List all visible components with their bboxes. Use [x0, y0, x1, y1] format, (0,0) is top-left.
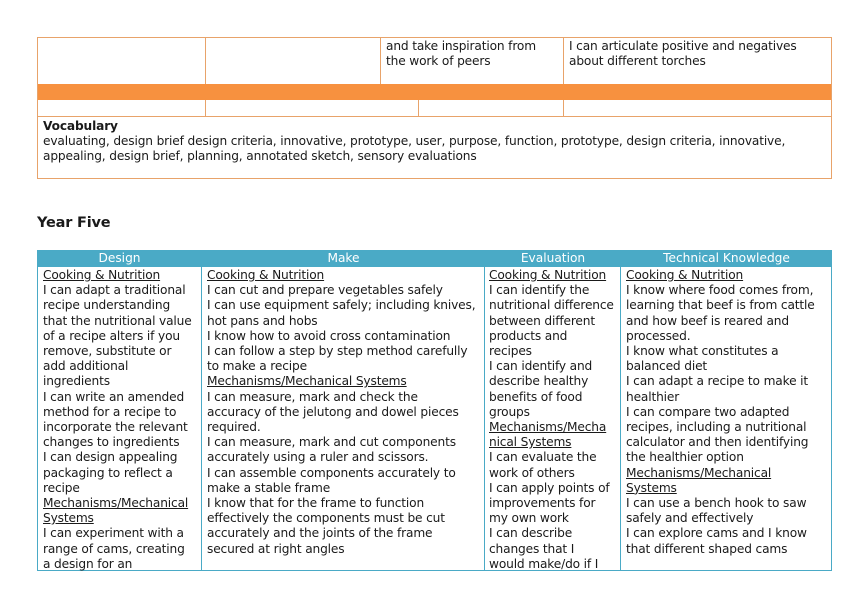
table-cell-technical-knowledge [569, 39, 829, 69]
objective-line: hot pans and hobs [207, 313, 318, 328]
objective-line: I can design appealing [43, 450, 178, 465]
objective-line: to make a recipe [207, 359, 307, 374]
objective-line: I know that for the frame to function [207, 496, 425, 511]
objective-line: accuracy of the jelutong and dowel pieces [207, 404, 459, 419]
objective-line: I can write an amended [43, 389, 185, 404]
objective-line: I can measure, mark and check the [207, 389, 418, 404]
objective-line: accurately using a ruler and scissors. [207, 450, 429, 465]
objective-line: recipes [489, 344, 532, 359]
header-design: Design [98, 251, 141, 265]
subheading: Cooking & Nutrition [207, 268, 325, 282]
objective-line: I know where food comes from, [626, 283, 814, 298]
subheading: Mechanisms/Mecha [489, 420, 607, 435]
objective-line: recipe understanding [43, 298, 171, 313]
objective-line: healthier [626, 389, 680, 404]
objective-line: method for a recipe to [43, 404, 177, 419]
objective-line: I can identify the [489, 283, 590, 298]
objective-line: recipes, including a nutritional [626, 420, 807, 435]
orange-divider-band [38, 84, 831, 100]
objective-line: I can identify and [489, 359, 593, 374]
objective-line: remove, substitute or [43, 344, 172, 359]
header-evaluation: Evaluation [520, 251, 586, 265]
vocabulary-line: appealing, design brief, planning, annotated sketch, sensory evaluations [43, 149, 477, 164]
objective-line: calculator and then identifying [626, 435, 809, 450]
objective-line: my own work [489, 511, 569, 526]
cell-line: and take inspiration from [386, 39, 536, 53]
subheading: Mechanisms/Mechanical [43, 496, 189, 511]
subheading: Cooking & Nutrition [489, 268, 607, 282]
objective-line: I can evaluate the [489, 450, 597, 465]
objective-line: I can experiment with a [43, 526, 184, 541]
cell-divider [205, 100, 206, 117]
objective-line: that the nutritional value [43, 313, 192, 328]
objective-line: I can explore cams and I know [626, 526, 807, 541]
objective-line: I can cut and prepare vegetables safely [207, 283, 443, 298]
objective-line: benefits of food [489, 389, 583, 404]
objective-line: balanced diet [626, 359, 708, 374]
objective-line: changes that I [489, 541, 575, 556]
subheading: Systems [43, 511, 94, 526]
vocabulary-title: Vocabulary [43, 119, 118, 133]
objective-line: incorporate the relevant [43, 420, 188, 435]
objective-line: I can use equipment safely; including knives, [207, 298, 476, 313]
vocabulary-line: evaluating, design brief design criteria, innovative, prototype, user, purpose, function, prototype, design criteria, innovative, [43, 134, 786, 149]
technical-knowledge-column [626, 268, 830, 557]
objective-line: work of others [489, 465, 575, 480]
subheading: Mechanisms/Mechanical [626, 465, 772, 480]
objective-line: I can assemble components accurately to [207, 465, 456, 480]
objective-line: that different shaped cams [626, 541, 788, 556]
objective-line: make a stable frame [207, 480, 331, 495]
table-cell-empty-1 [37, 37, 206, 84]
objective-line: of a recipe alters if you [43, 328, 180, 343]
objective-line: ingredients [43, 374, 110, 389]
objective-line: learning that beef is from cattle [626, 298, 815, 313]
objective-line: recipe [43, 480, 80, 495]
header-technical-knowledge: Technical Knowledge [663, 251, 790, 265]
objective-line: a design for an [43, 556, 133, 571]
cell-divider [563, 100, 564, 117]
subheading: nical Systems [489, 435, 572, 450]
objective-line: I can compare two adapted [626, 404, 790, 419]
cell-line: I can articulate positive and negatives [569, 39, 797, 53]
cell-border [380, 37, 564, 84]
objective-line: safely and effectively [626, 511, 754, 526]
objective-line: I can use a bench hook to saw [626, 496, 807, 511]
objective-line: required. [207, 420, 261, 435]
objective-line: I can adapt a traditional [43, 283, 186, 298]
vocabulary-section [43, 119, 828, 165]
column-divider [484, 267, 485, 571]
objective-line: and how beef is reared and [626, 313, 789, 328]
objective-line: effectively the components must be cut [207, 511, 445, 526]
objective-line: the healthier option [626, 450, 744, 465]
design-column [43, 268, 201, 572]
objective-line: secured at right angles [207, 541, 345, 556]
objective-line: add additional [43, 359, 129, 374]
objective-line: groups [489, 404, 530, 419]
cell-divider [418, 100, 419, 117]
objective-line: improvements for [489, 496, 596, 511]
objective-line: I can follow a step by step method carefully [207, 344, 468, 359]
objective-line: I can apply points of [489, 480, 610, 495]
objective-line: accurately and the joints of the frame [207, 526, 433, 541]
column-divider [201, 267, 202, 571]
objective-line: I know what constitutes a [626, 344, 779, 359]
objective-line: I know how to avoid cross contamination [207, 328, 451, 343]
cell-line: about different torches [569, 54, 706, 69]
objective-line: I can describe [489, 526, 573, 541]
objective-line: nutritional difference [489, 298, 614, 313]
objective-line: I can measure, mark and cut components [207, 435, 456, 450]
objective-line: would make/do if I [489, 556, 599, 571]
make-column [207, 268, 483, 557]
section-title: Year Five [37, 215, 111, 231]
empty-row [38, 100, 831, 117]
subheading: Cooking & Nutrition [43, 268, 161, 282]
evaluation-column [489, 268, 619, 572]
objective-line: processed. [626, 328, 691, 343]
subheading: Cooking & Nutrition [626, 268, 744, 282]
table-cell-empty-2 [205, 37, 381, 84]
objective-line: between different [489, 313, 595, 328]
cell-line: the work of peers [386, 54, 491, 69]
objective-line: I can adapt a recipe to make it [626, 374, 809, 389]
header-make: Make [327, 251, 360, 265]
objective-line: range of cams, creating [43, 541, 185, 556]
subheading: Systems [626, 480, 677, 495]
objective-line: products and [489, 328, 568, 343]
column-divider [620, 267, 621, 571]
objective-line: packaging to reflect a [43, 465, 173, 480]
subheading: Mechanisms/Mechanical Systems [207, 374, 407, 389]
objective-line: changes to ingredients [43, 435, 180, 450]
objective-line: describe healthy [489, 374, 589, 389]
